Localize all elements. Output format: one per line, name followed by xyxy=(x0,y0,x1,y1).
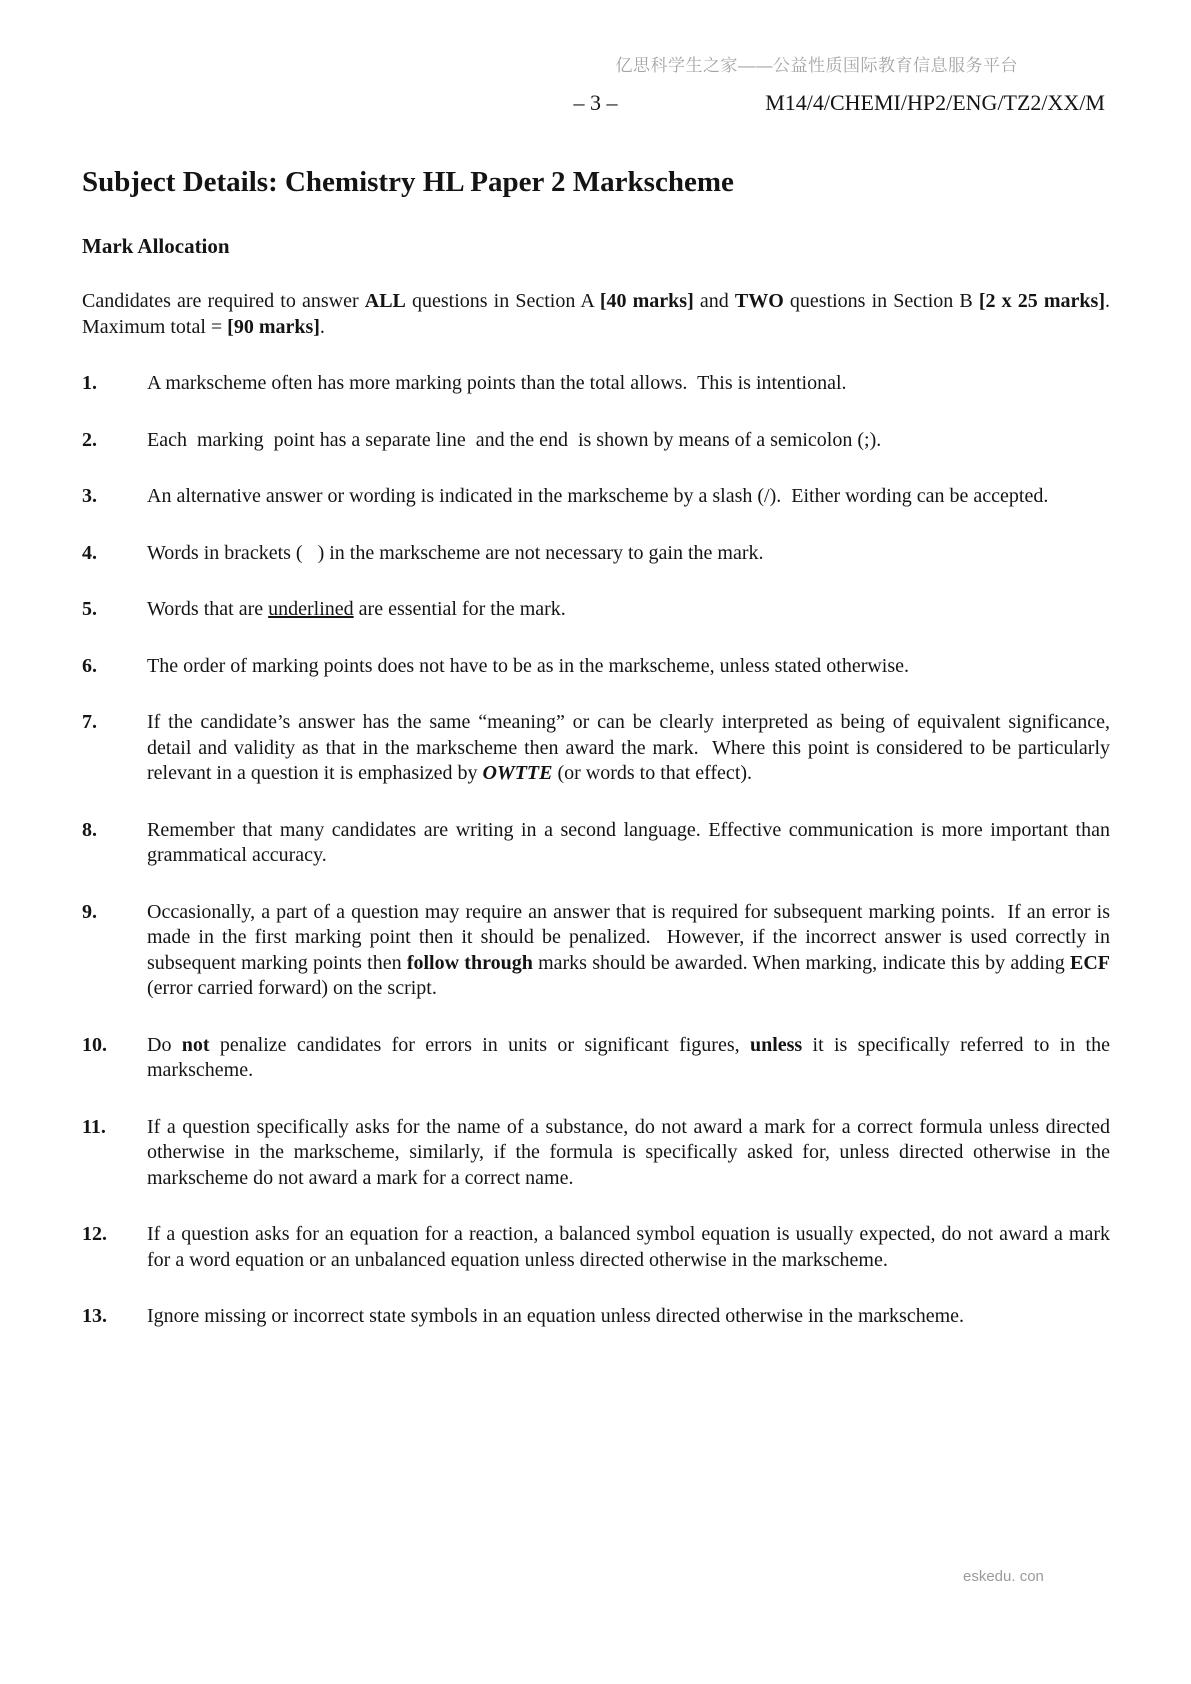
item-text: Each marking point has a separate line and the end is shown by means of a semicolon (;). xyxy=(147,428,882,451)
item-number: 13. xyxy=(82,1305,107,1327)
item-number: 11. xyxy=(82,1115,106,1138)
item-text: Occasionally, a part of a question may require an answer that is required for subsequent marking points. If an error is made in the first marking point then it should be penalized. However, if the incorrect answer is used correctly in subsequent marking points then follow through marks should be awarded. When marking, indicate this by adding ECF (error carried forward) on the script. xyxy=(147,900,1115,999)
item-number: 9. xyxy=(82,900,97,923)
paper-code: M14/4/CHEMI/HP2/ENG/TZ2/XX/M xyxy=(765,90,1105,115)
item-number: 10. xyxy=(82,1033,107,1056)
numbered-list xyxy=(82,371,1115,1330)
item-text: If a question specifically asks for the name of a substance, do not award a mark for a correct formula unless directed otherwise in the markscheme, similarly, if the formula is specifically asked for, unless directed otherwise in the markscheme do not award a mark for a correct name. xyxy=(147,1115,1115,1189)
list-item xyxy=(82,710,1115,787)
item-number: 2. xyxy=(82,428,97,451)
item-number: 12. xyxy=(82,1223,107,1245)
list-item xyxy=(82,818,1115,869)
item-text: Remember that many candidates are writing in a second language. Effective communication is more important than grammatical accuracy. xyxy=(147,818,1115,866)
item-text: Ignore missing or incorrect state symbols in an equation unless directed otherwise in the markscheme. xyxy=(147,1305,965,1327)
intro-paragraph: Candidates are required to answer ALL questions in Section A [40 marks] and TWO questions in Section B [2 x 25 marks]. Maximum total = [90 marks]. xyxy=(82,290,1121,338)
item-text: The order of marking points does not have to be as in the markscheme, unless stated otherwise. xyxy=(147,654,910,677)
item-text: An alternative answer or wording is indicated in the markscheme by a slash (/). Either wording can be accepted. xyxy=(147,485,1049,507)
list-item xyxy=(82,484,1110,510)
item-text: Words that are underlined are essential for the mark. xyxy=(147,598,566,620)
item-number: 6. xyxy=(82,654,97,677)
footer-site-label: eskedu. con xyxy=(963,1568,1044,1585)
section-heading: Mark Allocation xyxy=(82,234,230,258)
item-text: Words in brackets ( ) in the markscheme are not necessary to gain the mark. xyxy=(147,541,764,564)
item-number: 7. xyxy=(82,711,97,733)
list-item xyxy=(82,428,1110,454)
item-text: If a question asks for an equation for a reaction, a balanced symbol equation is usually expected, do not award a mark for a word equation or an unbalanced equation unless directed otherwise in the markscheme. xyxy=(147,1223,1115,1271)
item-text: If the candidate’s answer has the same “meaning” or can be clearly interpreted as being of equivalent significance, detail and validity as that in the markscheme then award the mark. Where this point is considered to be particularly relevant in a question it is emphasized by OWTTE (or words to that effect). xyxy=(147,711,1115,784)
list-item xyxy=(82,371,1110,397)
item-number: 5. xyxy=(82,598,97,620)
item-number: 4. xyxy=(82,541,97,564)
item-text: Do not penalize candidates for errors in units or significant figures, unless it is specifically referred to in the markscheme. xyxy=(147,1033,1115,1081)
list-item xyxy=(82,541,1110,567)
list-item xyxy=(82,1115,1115,1192)
item-number: 1. xyxy=(82,372,97,394)
list-item xyxy=(82,900,1115,1002)
page-number: – 3 – xyxy=(573,90,618,115)
content-area xyxy=(82,234,1121,1330)
item-text: A markscheme often has more marking points than the total allows. This is intentional. xyxy=(147,372,847,394)
item-number: 8. xyxy=(82,818,97,841)
list-item xyxy=(82,1033,1115,1084)
page-title: Subject Details: Chemistry HL Paper 2 Markscheme xyxy=(82,166,734,198)
list-item xyxy=(82,1304,1110,1330)
list-item xyxy=(82,1222,1115,1273)
list-item xyxy=(82,654,1110,680)
item-number: 3. xyxy=(82,485,97,507)
watermark-text: 亿思科学生之家——公益性质国际教育信息服务平台 xyxy=(615,56,1018,75)
list-item xyxy=(82,597,1110,623)
